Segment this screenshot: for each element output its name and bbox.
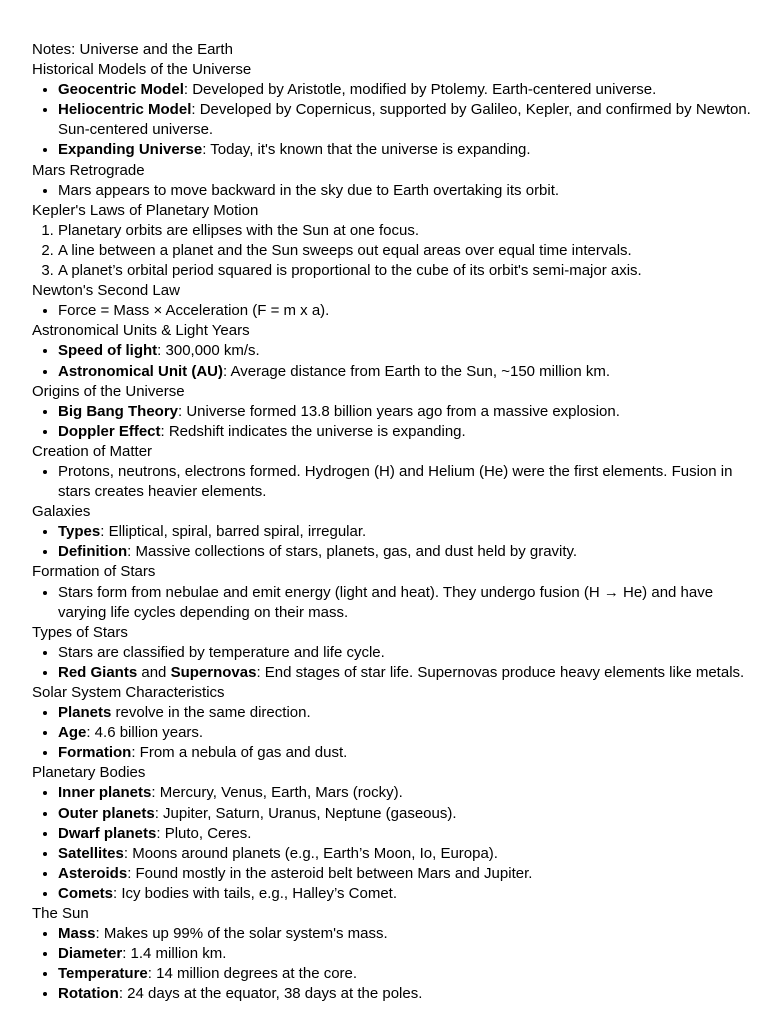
sections-container <box>32 60 762 1004</box>
list-item <box>58 804 762 824</box>
list-item <box>58 964 762 984</box>
list-item <box>58 583 762 623</box>
list-item <box>58 301 762 321</box>
bullet-list <box>32 643 762 683</box>
list-item <box>58 181 762 201</box>
item-text: Stars form from nebulae and emit energy (light and heat). They undergo fusion (H → He) and have varying life cycles depending on their mass. <box>58 583 714 621</box>
list-item <box>58 944 762 964</box>
item-text: : Found mostly in the asteroid belt between Mars and Jupiter. <box>127 864 533 882</box>
item-text: : 4.6 billion years. <box>86 724 204 742</box>
item-term: Rotation <box>58 985 119 1003</box>
list-item <box>58 703 762 723</box>
item-text: : From a nebula of gas and dust. <box>131 744 348 762</box>
section-heading: Solar System Characteristics <box>32 684 225 701</box>
item-term: Speed of light <box>58 342 158 360</box>
section <box>32 683 762 763</box>
list-item <box>58 140 762 160</box>
item-text: : Icy bodies with tails, e.g., Halley’s Comet. <box>113 884 398 902</box>
bullet-list <box>32 583 762 623</box>
item-text: A planet’s orbital period squared is proportional to the cube of its orbit's semi-major axis. <box>58 262 642 280</box>
item-text: : Pluto, Ceres. <box>156 824 252 842</box>
bullet-list <box>32 783 762 904</box>
item-term: Planets <box>58 704 112 722</box>
item-term: Mass <box>58 925 96 943</box>
list-item <box>58 663 762 683</box>
section-heading: Mars Retrograde <box>32 161 145 179</box>
list-item <box>58 261 762 281</box>
bullet-list <box>32 402 762 442</box>
section-heading: Kepler's Laws of Planetary Motion <box>32 201 259 219</box>
item-term: Heliocentric Model <box>58 101 192 119</box>
item-term: Age <box>58 724 87 742</box>
list-item <box>58 462 762 502</box>
list-item <box>58 341 762 361</box>
item-text: : Jupiter, Saturn, Uranus, Neptune (gaseous). <box>154 804 457 822</box>
list-item <box>58 241 762 261</box>
item-text: : Average distance from Earth to the Sun, ~150 million km. <box>223 362 611 380</box>
section <box>32 60 762 160</box>
list-item <box>58 824 762 844</box>
item-term: Formation <box>58 744 132 762</box>
bullet-list <box>32 703 762 763</box>
bullet-list <box>32 522 762 562</box>
section <box>32 161 762 201</box>
item-text: : Redshift indicates the universe is expanding. <box>160 422 466 440</box>
list-item <box>58 362 762 382</box>
list-item <box>58 924 762 944</box>
bullet-list <box>32 341 762 381</box>
list-item <box>58 643 762 663</box>
item-text: A line between a planet and the Sun sweeps out equal areas over equal time intervals. <box>58 241 632 259</box>
section-heading: Creation of Matter <box>32 442 153 460</box>
item-text: Force = Mass × Acceleration (F = m x a). <box>58 302 330 320</box>
section-heading: Formation of Stars <box>32 563 156 581</box>
item-term: Types <box>58 523 101 541</box>
item-text: : Massive collections of stars, planets, gas, and dust held by gravity. <box>127 543 578 561</box>
list-item <box>58 542 762 562</box>
section <box>32 201 762 281</box>
item-text: : Moons around planets (e.g., Earth’s Moon, Io, Europa). <box>123 844 498 862</box>
bullet-list <box>32 462 762 502</box>
section-heading: Origins of the Universe <box>32 382 185 400</box>
list-item <box>58 422 762 442</box>
section <box>32 321 762 381</box>
list-item <box>58 864 762 884</box>
section-heading: Newton's Second Law <box>32 282 180 300</box>
item-text: Protons, neutrons, electrons formed. Hydrogen (H) and Helium (He) were the first elements. Fusion in stars creates heavier elements. <box>58 462 733 501</box>
section-heading: Planetary Bodies <box>32 764 146 782</box>
item-term: Expanding Universe <box>58 141 203 159</box>
item-text: Mars appears to move backward in the sky due to Earth overtaking its orbit. <box>58 181 560 199</box>
section <box>32 442 762 502</box>
item-text: : Mercury, Venus, Earth, Mars (rocky). <box>151 784 403 802</box>
section <box>32 562 762 622</box>
item-text: : 300,000 km/s. <box>157 342 260 360</box>
item-connector: and <box>137 663 171 681</box>
bullet-list <box>32 301 762 321</box>
item-term: Astronomical Unit (AU) <box>58 362 223 380</box>
section <box>32 763 762 904</box>
section <box>32 904 762 1004</box>
item-text: Planetary orbits are ellipses with the Sun at one focus. <box>58 221 420 239</box>
item-text: : 24 days at the equator, 38 days at the poles. <box>118 985 423 1003</box>
list-item <box>58 723 762 743</box>
item-term: Diameter <box>58 945 123 963</box>
section <box>32 623 762 683</box>
item-term: Dwarf planets <box>58 824 157 842</box>
bullet-list <box>32 181 762 201</box>
item-term: Asteroids <box>58 864 128 882</box>
item-term: Temperature <box>58 965 148 983</box>
section-heading: Historical Models of the Universe <box>32 61 252 79</box>
section-heading: The Sun <box>32 905 89 923</box>
item-term: Red Giants <box>58 663 138 681</box>
item-term: Geocentric Model <box>58 81 184 99</box>
bullet-list <box>32 80 762 160</box>
list-item <box>58 221 762 241</box>
item-text: Stars are classified by temperature and life cycle. <box>58 643 385 661</box>
list-item <box>58 783 762 803</box>
section-heading: Types of Stars <box>32 623 128 641</box>
list-item <box>58 80 762 100</box>
item-term: Inner planets <box>58 784 152 802</box>
item-text: : 14 million degrees at the core. <box>147 965 358 983</box>
item-text: : End stages of star life. Supernovas produce heavy elements like metals. <box>256 663 745 681</box>
section <box>32 281 762 321</box>
item-text: : Universe formed 13.8 billion years ago from a massive explosion. <box>178 402 620 420</box>
notes-document <box>32 40 762 1005</box>
item-term: Doppler Effect <box>58 422 161 440</box>
numbered-list <box>32 221 762 281</box>
section <box>32 382 762 442</box>
item-text: : Developed by Aristotle, modified by Ptolemy. Earth-centered universe. <box>183 81 657 99</box>
list-item <box>58 884 762 904</box>
item-term: Comets <box>58 884 114 902</box>
item-text: : Today, it's known that the universe is expanding. <box>202 141 531 159</box>
list-item <box>58 844 762 864</box>
list-item <box>58 100 762 140</box>
section-heading: Astronomical Units & Light Years <box>32 322 250 340</box>
item-term: Satellites <box>58 844 124 862</box>
item-text: : Elliptical, spiral, barred spiral, irregular. <box>100 523 367 541</box>
bullet-list <box>32 924 762 1004</box>
list-item <box>58 743 762 763</box>
section-heading: Galaxies <box>32 503 91 521</box>
item-term: Supernovas <box>170 663 257 681</box>
item-term: Outer planets <box>58 804 155 822</box>
list-item <box>58 402 762 422</box>
list-item <box>58 984 762 1004</box>
item-term: Big Bang Theory <box>58 402 179 420</box>
item-term: Definition <box>58 543 128 561</box>
list-item <box>58 522 762 542</box>
item-text: : 1.4 million km. <box>122 945 227 963</box>
item-text: revolve in the same direction. <box>111 704 311 722</box>
section <box>32 502 762 562</box>
page-title: Notes: Universe and the Earth <box>32 41 233 58</box>
item-text: : Makes up 99% of the solar system's mass. <box>95 925 388 943</box>
item-text: : Developed by Copernicus, supported by Galileo, Kepler, and confirmed by Newton. Sun-centered universe. <box>58 101 751 139</box>
